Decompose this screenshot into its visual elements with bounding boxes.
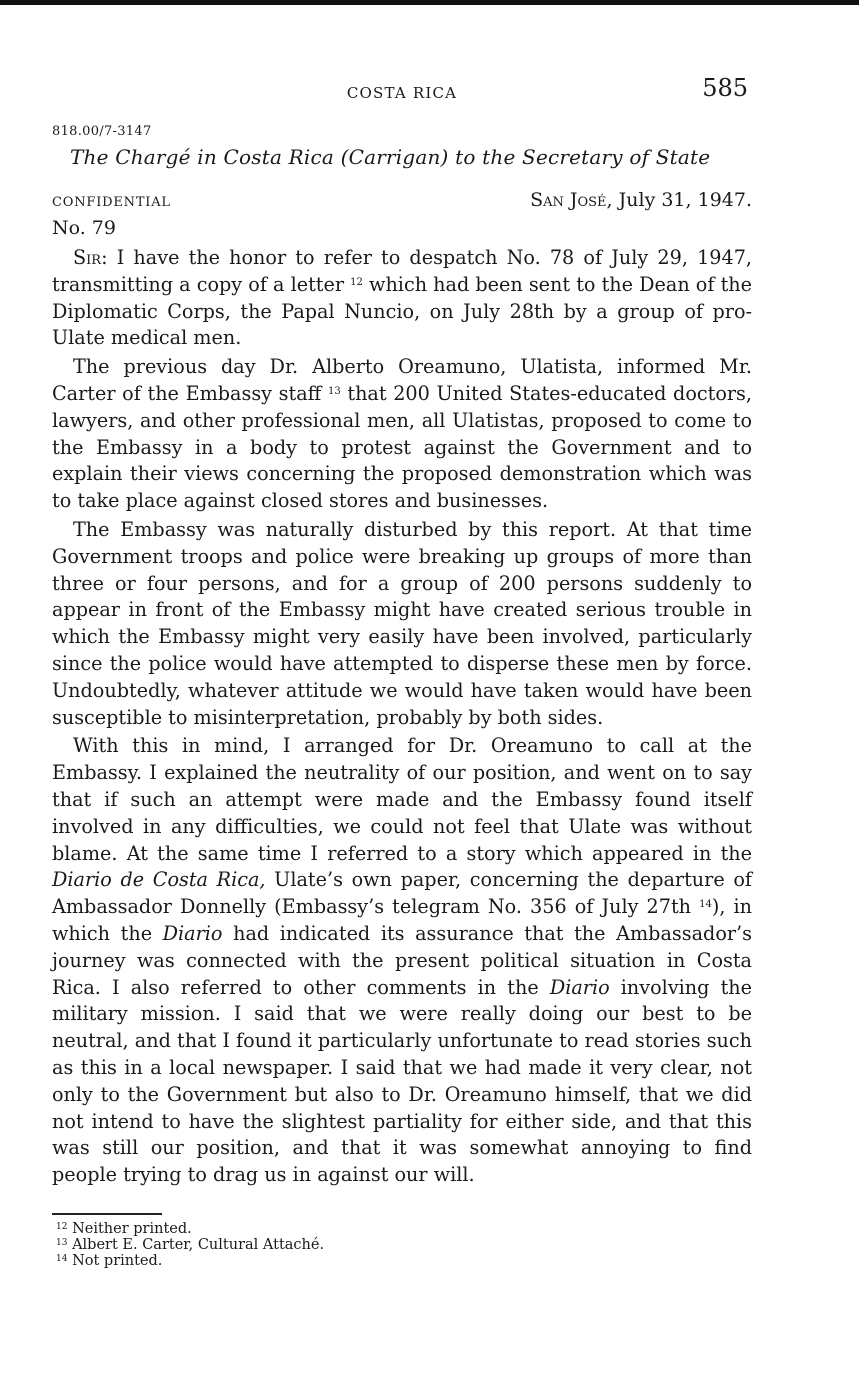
paragraph-4-text-c: ), in which the xyxy=(52,895,752,945)
footnote-marker: 13 xyxy=(56,1237,68,1248)
paragraph-1 xyxy=(52,245,752,352)
dateline-row xyxy=(52,189,752,215)
document-page xyxy=(52,70,752,1269)
paragraph-3: The Embassy was naturally disturbed by this report. At that time Government troops and police were breaking up groups of more than three or four persons, and for a group of 200 persons suddenly to appear in front of the Embassy might have created serious trouble in which the Embassy might very easily have been involved, particularly since the police would have attempted to disperse these men by force. Undoubtedly, whatever attitude we would have taken would have been susceptible to misinterpretation, probably by both sides. xyxy=(52,517,752,729)
salutation: Sir: xyxy=(73,246,108,269)
paragraph-4-text-b: Ulate’s own paper, concerning the departure of Ambassador Donnelly (Embassy’s telegram No. 356 of July 27th xyxy=(52,868,752,919)
document-heading: The Chargé in Costa Rica (Carrigan) to the Secretary of State xyxy=(70,145,711,169)
paragraph-4-text-a: With this in mind, I arranged for Dr. Oreamuno to call at the Embassy. I explained the neutrality of our position, and went on to say that if such an attempt were made and the Embassy found itself involved in any difficulties, we could not feel that Ulate was without blame. At the same time I referred to a story which appeared in the xyxy=(52,734,752,865)
despatch-number: No. 79 xyxy=(52,217,116,239)
running-title: COSTA RICA xyxy=(346,84,458,102)
paragraph-2-text-a: The previous day Dr. Alberto Oreamuno, Ulatista, informed Mr. Carter of the Embassy staff xyxy=(52,355,752,405)
running-head xyxy=(52,70,752,110)
footnote-marker: 12 xyxy=(56,1221,68,1232)
paragraph-4-text-e: involving the military mission. I said that we were really doing our best to be neutral, and that I found it particularly unfortunate to read stories such as this in a local newspaper. I said that we had made it very clear, not only to the Government but also to Dr. Oreamuno himself, that we did not intend to have the slightest partiality for either side, and that this was still our position, and that it was somewhat annoying to find people trying to drag us in against our will. xyxy=(52,975,752,1187)
footnote-marker: 14 xyxy=(56,1253,68,1264)
file-number: 818.00/7-3147 xyxy=(52,124,152,139)
footnote-ref-12: 12 xyxy=(350,276,363,288)
date: July 31, 1947. xyxy=(618,189,752,211)
footnote xyxy=(56,1237,752,1253)
footnote-ref-14: 14 xyxy=(699,899,712,911)
newspaper-short-title: Diario xyxy=(162,921,223,945)
paragraph-4 xyxy=(52,733,752,1189)
footnote xyxy=(56,1221,752,1237)
top-border xyxy=(0,0,859,5)
footnote-divider xyxy=(52,1213,162,1215)
paragraph-1-text-b: which had been sent to the Dean of the Diplomatic Corps, the Papal Nuncio, on July 28th by a group of pro-Ulate medical men. xyxy=(52,272,752,350)
footnote-text: Neither printed. xyxy=(72,1220,192,1237)
paragraph-2-text-b: that 200 United States-educated doctors, lawyers, and other professional men, all Ulatistas, proposed to come to the Embassy in a body to protest against the Government and to explain their views concerning the proposed demonstration which was to take place against closed stores and businesses. xyxy=(52,381,752,513)
classification-label: CONFIDENTIAL xyxy=(52,195,171,210)
footnote-text: Albert E. Carter, Cultural Attaché. xyxy=(72,1236,325,1253)
place: San José, xyxy=(530,189,613,211)
paragraph-4-text-d: had indicated its assurance that the Ambassador’s journey was connected with the present political situation in Costa Rica. I also referred to other comments in the xyxy=(52,921,752,999)
newspaper-title: Diario de Costa Rica, xyxy=(52,868,266,892)
page-number: 585 xyxy=(702,74,748,102)
footnote-text: Not printed. xyxy=(72,1252,163,1269)
paragraph-1-text-a: I have the honor to refer to despatch No. 78 of July 29, 1947, transmitting a copy of a letter xyxy=(52,246,752,296)
newspaper-short-title: Diario xyxy=(549,975,610,999)
footnote-ref-13: 13 xyxy=(327,385,341,397)
footnote xyxy=(56,1253,752,1269)
paragraph-2 xyxy=(52,354,752,515)
place-date xyxy=(530,189,752,211)
